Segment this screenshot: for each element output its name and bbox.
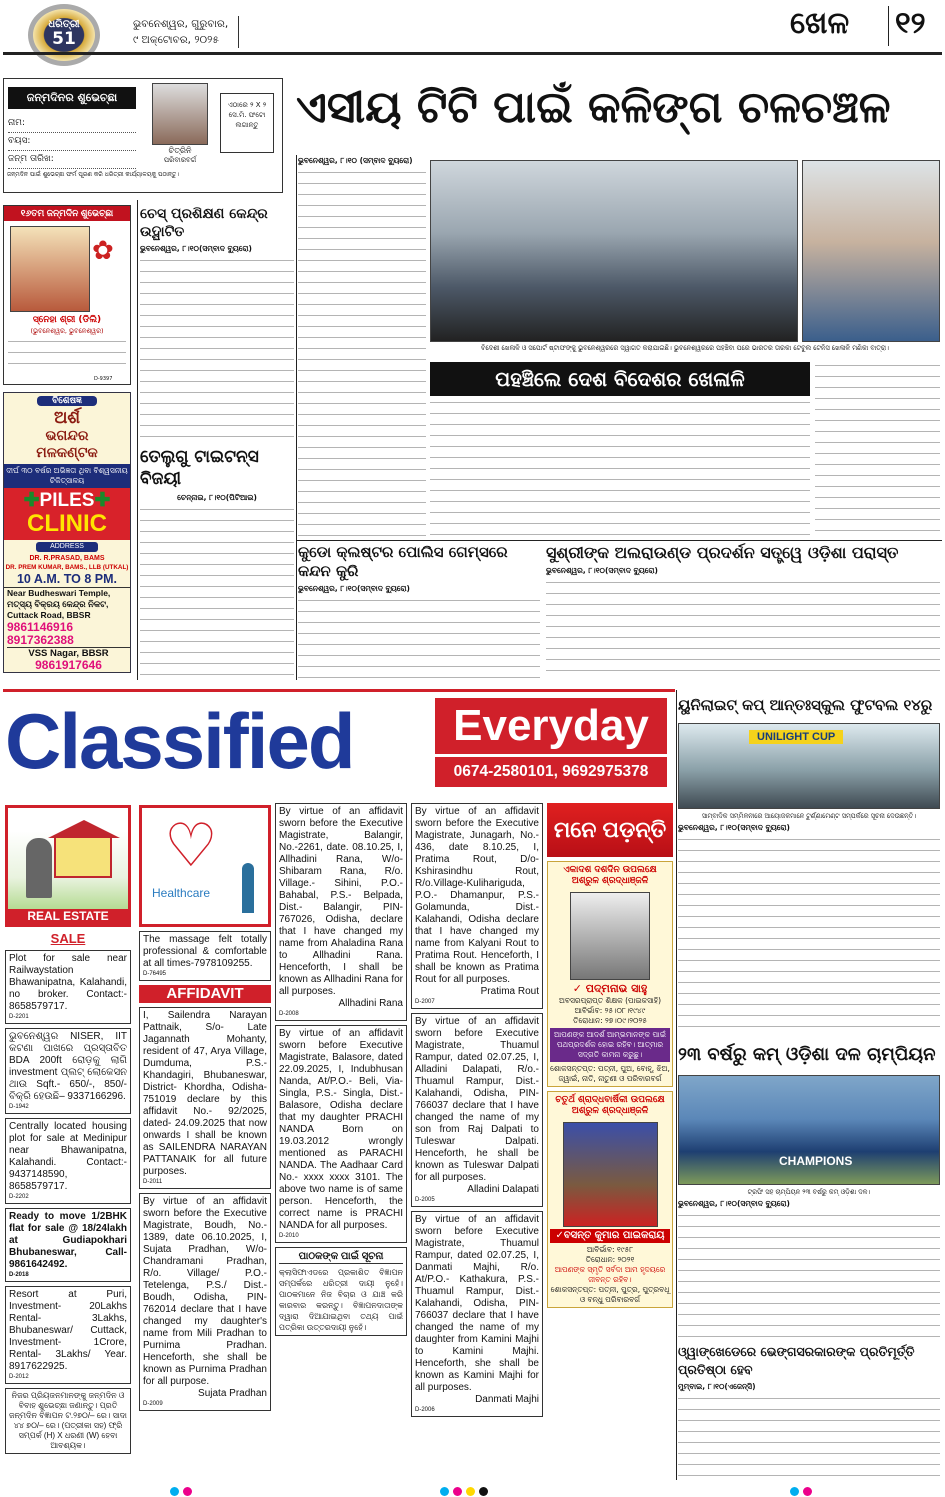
affidavit-ad: By virtue of an affidavit sworn before the Executive Magistrate, Balangir, No.-2261, date. 08.10.25, I, Allhadini Rana, W/o- Shibaram Rana, R/o. Village.- Sihini, P.O.- Bahabal, P.S.- Belpada, Dist.- Balangir, PIN- 767026, Odisha, declare that I have changed my name from Ahaladina Rana to Allhadini Rana. Henceforth, I shall be known as Allhadini Rana for all purposes. Allhadini Rana D-2008 (275, 803, 407, 1021)
masthead (0, 0, 945, 56)
page-number: ୧୨ (895, 6, 926, 41)
u23-team-photo: CHAMPIONS (678, 1075, 940, 1185)
affidavit-ad: By virtue of an affidavit sworn before Executive Magistrate, Thuamul Rampur, dated 02.07.25, I, Alladini Dalapati, R/o.- Thuamul Rampur, Dist.- Kalahandi, Odisha, PIN- 766037 declare that I have changed the name of my son from Raj Dalpati to Tuleswar Dalpati. Henceforth, he shall be known as Tuleswar Dalpati for all purposes. Alladini Dalapati D-2005 (411, 1013, 543, 1207)
heartbeat-icon: ♡ (164, 811, 218, 881)
birthday-ad: ୧୬ତମ ଜନ୍ମଦିନ ଶୁଭେଚ୍ଛା ✿ ସ୍ନେହା ଶ୍ରୀ (ଡିଲି) (ଭୁବନେଶ୍ୱର, ଭୁବନେଶ୍ୱର) D-9397 (3, 205, 131, 385)
classified-ad: ଭୁବନେଶ୍ୱର NISER, IIT କଟଣା ପାଖରେ ପ୍ରସ୍ତାବିତ BDA 200ft ରୋଡ଼କୁ ଲାଗି investment ପ୍ଲଟ୍ ଲୋକେସନ ଥାଉ Sqft.- 650/-, 850/- ବିକ୍ରି ହେଉଛି– 9337166296. D-1942 (5, 1028, 131, 1114)
reader-notice: ପାଠକଙ୍କ ପାଇଁ ସୂଚନା କ୍ଲାସିଫାଏଡରେ ପ୍ରକାଶିତ ବିଜ୍ଞାପନ ସମ୍ପର୍କରେ ଧରିତ୍ରୀ ଦାୟୀ ନୁହେଁ। ପାଠକମାନେ ନିଜ ବିଚାର ଓ ଯାଞ୍ଚ କରି କାରବାର କରନ୍ତୁ। ବିଜ୍ଞାପନଦାତାଙ୍କ ଦ୍ୱାରା ଦିଆଯାଇଥିବା ତଥ୍ୟ ପାଇଁ ପତ୍ରିକା ଉତ୍ତରଦାୟୀ ନୁହେଁ। (275, 1247, 407, 1336)
unilight-headline: ୟୁନିଲାଇଟ୍ କପ୍ ଆନ୍ତଃସ୍କୁଲ ଫୁଟବଲ ୧୪ରୁ (678, 696, 933, 714)
piles-clinic-ad: ବିଶେଷଜ୍ଞ ଅର୍ଶ ଭଗନ୍ଦର ମଳକଣ୍ଟକ ଦୀର୍ଘ ୩୦ ବର୍ଷର ଅଭିଜ୍ଞତା ଥିବା ବିଶ୍ୱସନୀୟ ଚିକିତ୍ସାଳୟ ✚PILES✚ CLINIC ADDRESS DR. R.PRASAD, BAMS DR. PREM KUMAR, BAMS., LLB (UTKAL) 10 A.M. TO 8 PM. Near Budheswari Temple, ମତ୍ସ୍ୟ ବିକ୍ରୟ କେନ୍ଦ୍ର ନିକଟ, Cuttack Road, BBSR 9861146916 8917362388 VSS Nagar, BBSR 9861917646 (3, 392, 131, 673)
unilight-photo: UNILIGHT CUP (678, 723, 940, 809)
affidavit-ad: By virtue of an affidavit sworn before the Executive Magistrate, Boudh, No.- 1389, date 06.10.2025, I, Sujata Pradhan, W/o- Chandramani Pradhan, R/o. Village/ P.O.- Tetelenga, P.S./ Dist.- Boudh, Odisha, PIN- 762014 declare that I have changed my daughter's name from Mili Pradhan to Purnima Pradhan. Henceforth, she shall be known as Purnima Pradhan for all purpose. Sujata Pradhan D-2009 (139, 1193, 271, 1411)
classified-ad: Plot for sale near Railwaystation Bhawanipatna, Kalahandi, no broker. Contact:- 8658579717. D-2201 (5, 950, 131, 1024)
piles-title: ✚PILES✚ (23, 490, 111, 511)
agent-figure (26, 838, 52, 898)
kudo-headline: କୁଡୋ କ୍ଲଷ୍ଟର ପୋଲିସ ଗେମ୍ସରେ କନ୍ଦନ କୁରି (298, 543, 508, 580)
classified-column-b (139, 805, 271, 1411)
house-icon (54, 836, 112, 878)
doctor-figure (242, 863, 254, 913)
obituary-ad: ଚତୁର୍ଥ ଶ୍ରାଦ୍ଧବାର୍ଷିକୀ ଉପଲକ୍ଷେ ଅଶ୍ରୁଳ ଶ୍ରଦ୍ଧାଞ୍ଜଳି ✓ବସନ୍ତ କୁମାର ପାଇକରାୟ ଆବିର୍ଭାବ: ୧୯୫୮ ତିରୋଧାନ: ୨୦୨୧ ଆପଣଙ୍କ ସ୍ମୃତି ସର୍ବଦା ଆମ ହୃଦୟରେ ଜୀବନ୍ତ ରହିବ। ଶୋକସନ୍ତପ୍ତ: ପତ୍ନୀ, ପୁତ୍ର, ପୁତ୍ରବଧୂ ଓ ବନ୍ଧୁ ପରିବାରବର୍ଗ (547, 1091, 673, 1308)
photo-slot: ଏଠାରେ ୨ X ୨ ସେ.ମି. ଫଟୋ ଲଗାନ୍ତୁ (220, 93, 274, 153)
classified-ad: The massage felt totally professional & comfortable at all times-7978109255. D-76495 (139, 931, 271, 981)
u23-article: ୨୩ ବର୍ଷରୁ କମ୍ ଓଡ଼ିଶା ଦଳ ଚାମ୍ପିୟନ CHAMPIONS ଟ୍ରଫି ସହ ଚାମ୍ପିୟନ ୨୩ ବର୍ଷରୁ କମ୍ ଓଡ଼ିଶା ଦଳ। ଭୁବନେଶ୍ୱର, ୮।୧୦(ସମ୍ବାଦ ବ୍ୟୁରୋ) (678, 1038, 940, 1340)
birthday-form: ଜନ୍ମଦିନର ଶୁଭେଚ୍ଛା ନାମ: ବୟସ: ଜନ୍ମ ତାରିଖ: ଚିତ୍ରିନି ପରିବାରବର୍ଗ ଏଠାରେ ୨ X ୨ ସେ.ମି. ଫଟୋ ଲଗାନ୍ତୁ ଜନ୍ମଦିନ ପାଇଁ ଶୁଭେଚ୍ଛା ଫର୍ମ ପୂରଣ କରି ଧରିତ୍ରୀ କାର୍ଯ୍ୟାଳୟକୁ ପଠାନ୍ତୁ। (3, 78, 283, 193)
affidavit-ad: I, Sailendra Narayan Pattnaik, S/o- Late Jagannath Mohanty, resident of 47, Arya Village, Dumduma, P.S.- Khandagiri, Bhubaneswar, District- Khordha, Odisha- 751019 declare by this affidavit No.- 92/2025, dated- 24.09.2025 that now onwards I shall be known as SAILENDRA NARAYAN PATTANAIK for all future purposes. D-2011 (139, 1007, 271, 1189)
players-group-photo (430, 160, 798, 342)
logo: ଧରିତ୍ରୀ 51 (28, 4, 100, 66)
date-line: ଭୁବନେଶ୍ୱର, ଗୁରୁବାର, ୯ ଅକ୍ଟୋବର, ୨୦୨୫ (133, 16, 239, 48)
main-article: ଭୁବନେଶ୍ୱର, ୮।୧୦ (ସମ୍ବାଦ ବ୍ୟୁରୋ) (298, 156, 426, 536)
form-field-dob[interactable]: ଜନ୍ମ ତାରିଖ: (8, 151, 136, 169)
arrival-headline: ପହଞ୍ଚିଲେ ଦେଶ ବିଦେଶର ଖେଳାଳି (430, 362, 810, 396)
plus-icon: ✚ (94, 490, 111, 511)
real-estate-ad: REAL ESTATE (5, 805, 131, 927)
obituary-photo (563, 1122, 658, 1227)
sushree-article: ସୁଶ୍ରୀଙ୍କ ଅଲରାଉଣ୍ଡ ପ୍ରଦର୍ଶନ ସତ୍ତ୍ୱେ ଓଡ଼ିଶା ପରାସ୍ତ ଭୁବନେଶ୍ୱର, ୮।୧୦(ସମ୍ବାଦ ବ୍ୟୁରୋ) (546, 543, 940, 680)
main-headline: ଏସୀୟ ଟିଟି ପାଇଁ କଳିଙ୍ଗ ଚଳଚଞ୍ଚଳ (296, 82, 891, 133)
phone-link[interactable]: 9861917646 (35, 658, 102, 672)
telugu-article: ତେଲୁଗୁ ଟାଇଟନ୍ସ ବିଜୟୀ ଚେନ୍ନାଇ, ୮।୧୦(ପିଟିଆଇ) (140, 446, 294, 680)
chess-headline: ଚେସ୍ ପ୍ରଶିକ୍ଷଣ କେନ୍ଦ୍ର ଉଦ୍ଘାଟିତ (140, 206, 268, 240)
birthday-photo (10, 226, 90, 312)
u23-headline: ୨୩ ବର୍ଷରୁ କମ୍ ଓଡ଼ିଶା ଦଳ ଚାମ୍ପିୟନ (678, 1044, 936, 1065)
healthcare-ad: ♡ Healthcare (139, 805, 271, 927)
photo-caption: ବିଦେଶୀ ଖେଳାଳି ଓ ସପୋର୍ଟ ଷ୍ଟାଫଙ୍କୁ ଭୁବନେଶ୍ୱରରେ ସ୍ୱାଗତ କରାଯାଇଛି। ଭୁବନେଶ୍ୱରରେ ପହଞ୍ଚିବା ପରେ ଭାରତର ତାରକା ଟେବୁଲ ଟେନିସ ଖେଳାଳି ମଣିକା ବାତ୍ରା। (481, 344, 889, 352)
sushree-headline: ସୁଶ୍ରୀଙ୍କ ଅଲରାଉଣ୍ଡ ପ୍ରଦର୍ଶନ ସତ୍ତ୍ୱେ ଓଡ଼ିଶା ପରାସ୍ତ (546, 543, 899, 562)
wankhede-headline: ଓ୍ୱାଙ୍ଖେଡେରେ ଭେଙ୍ଗସରକାରଙ୍କ ପ୍ରତିମୂର୍ତ୍ତି ପ୍ରତିଷ୍ଠା ହେବ (678, 1344, 915, 1377)
everyday-label: Everyday (435, 698, 667, 754)
unilight-article: ୟୁନିଲାଇଟ୍ କପ୍ ଆନ୍ତଃସ୍କୁଲ ଫୁଟବଲ ୧୪ରୁ UNILIGHT CUP ସାମ୍ବାଦିକ ସମ୍ମିଳନୀରେ ଆୟୋଜକମାନେ ଟୁର୍ଣ୍ଣାମେଣ୍ଟ ସମ୍ପର୍କରେ ସୂଚନା ଦେଉଛନ୍ତି। ଭୁବନେଶ୍ୱର, ୮।୧୦(ସମ୍ବାଦ ବ୍ୟୁରୋ) (678, 690, 940, 1035)
form-sample-photo (152, 83, 208, 145)
birthday-form-title: ଜନ୍ମଦିନର ଶୁଭେଚ୍ଛା (8, 87, 136, 109)
classified-ad: Ready to move 1/2BHK flat for sale @ 18/24lakh at Gudiapokhari Bhubaneswar, Call- 9861642492. D-2018 (5, 1208, 131, 1282)
classified-column-a (5, 805, 131, 1454)
classified-ad: ନିଜର ପ୍ରିୟଜନମାନଙ୍କୁ ଜନ୍ମଦିନ ଓ ବିବାହ ଶୁଭେଚ୍ଛା ଜଣାନ୍ତୁ। ପ୍ରତି ଜନ୍ମଦିନ ବିଜ୍ଞାପନ ଟ.୨୭୦/– ରେ। ସାଦା ୪୪ ୭୦/– ରେ। (ପତ୍ରୀକା ସହ) ଫ୍ରି ସମ୍ପର୍କ (H) X ଧରଣୀ (W) ହେବା ଆବଶ୍ୟକ। (5, 1388, 131, 1454)
telugu-body (140, 506, 294, 680)
classified-title: Classified (5, 697, 354, 785)
obituary-photo (570, 892, 650, 980)
phone-link[interactable]: 8917362388 (7, 634, 130, 648)
affidavit-heading: AFFIDAVIT (139, 985, 271, 1003)
classified-phones[interactable]: 0674-2580101, 9692975378 (435, 757, 667, 787)
chess-body (140, 257, 294, 440)
affidavit-ad: By virtue of an affidavit sworn before Executive Magistrate, Thuamul Rampur, dated 02.07.25, I, Danmati Majhi, R/o. At/P.O.- Kathakura, P.S.- Thuamul Rampur, Dist.- Kalahandi, Odisha, PIN- 766037 declare that I have changed the name of my daughter from Kamini Majhi to Kamini Majhi. Henceforth, she shall be known as Kamini Majhi for all purposes. Danmati Majhi D-2006 (411, 1211, 543, 1417)
obituary-ad: ଏକାଦଶ ଦଶଦିନ ଉପଲକ୍ଷେ ଅଶ୍ରୁଳ ଶ୍ରଦ୍ଧାଞ୍ଜଳି ✓ ପଦ୍ମନାଭ ସାହୁ ଅବସରପ୍ରାପ୍ତ ଶିକ୍ଷକ (ପାଇକସାହି) ଆବିର୍ଭାବ: ୨୫।୦୮।୧୯୪୯ ତିରୋଧାନ: ୨୭।୦୯।୨୦୨୫ ଆପଣଙ୍କ ଆଦର୍ଶ ଆମ୍ଭମାନଙ୍କ ପାଇଁ ପଥପ୍ରଦର୍ଶକ ହୋଇ ରହିବ। ଆତ୍ମାର ସଦ୍ଗତି କାମନା କରୁଛୁ। ଶୋକସନ୍ତପ୍ତ: ପତ୍ନୀ, ପୁଅ, ବୋହୂ, ଝିଅ, ଜ୍ୱାଇଁ, ନାତି, ନାତୁଣୀ ଓ ପରିବାରବର୍ଗ (547, 861, 673, 1087)
affidavit-ad: By virtue of an affidavit sworn before the Executive Magistrate, Junagarh, No.- 436, date 8.10.25, I, Pratima Rout, D/o- Kshirasindhu Rout, R/o.Village-Kulihariguda, P.O.- Dhamanpur, P.S.- Golamunda, Dist.- Kalahandi, Odisha declare that I have changed my name from Kalyani Rout to Pratima Rout. Henceforth, I shall be known as Pratima Rout for all purposes. Pratima Rout D-2007 (411, 803, 543, 1009)
form-field-age[interactable]: ବୟସ: (8, 133, 136, 151)
section-name: ଖେଳ (790, 6, 850, 41)
form-field-name[interactable]: ନାମ: (8, 115, 136, 133)
manika-batra-photo (802, 160, 940, 342)
classified-ad: Resort at Puri, Investment- 20Lakhs Rental- 3Lakhs, Bhubaneswar/ Cuttack, Investment- 1Crore, Rental- 3Lakhs/ Year. 8917622925. D-2012 (5, 1286, 131, 1384)
classified-ad: Centrally located housing plot for sale at Medinipur near Bhawanipatna, Kalahandi. Contact:- 9437148590, 8658579717. D-2202 (5, 1118, 131, 1204)
telugu-headline: ତେଲୁଗୁ ଟାଇଟନ୍ସ ବିଜୟୀ (140, 447, 259, 489)
sale-label: SALE (50, 931, 86, 946)
wankhede-article: ଓ୍ୱାଙ୍ଖେଡେରେ ଭେଙ୍ଗସରକାରଙ୍କ ପ୍ରତିମୂର୍ତ୍ତି ପ୍ରତିଷ୍ଠା ହେବ ମୁମ୍ବାଇ, ୮।୧୦(ଏଜେନ୍ସି) (678, 1343, 940, 1480)
classified-column-c (275, 803, 407, 1336)
phone-link[interactable]: 9861146916 (7, 620, 74, 634)
mane-padanti-heading: ମନେ ପଡ଼ନ୍ତି (547, 803, 673, 857)
classified-column-e (547, 803, 673, 1308)
plus-icon: ✚ (23, 490, 40, 511)
main-article-body (298, 169, 426, 536)
classified-column-d (411, 803, 543, 1417)
registration-marks (0, 1486, 945, 1497)
affidavit-ad: By virtue of an affidavit sworn before Executive Magistrate, Balasore, dated 22.09.2025, I, Indubhusan Nanda, At/P.O.- Beli, Via- Singla, P.S.- Singla, Dist.- Balasore, Odisha declare that my daughter PRACHI NANDA Born on 19.03.2012 wrongly mentioned as PARACHI NANDA. The Aadhaar Card No.- xxxx xxxx 3101. The above two name is of same person. Henceforth, the correct name is PRACHI NANDA for all purposes. D-2010 (275, 1025, 407, 1243)
chess-article: ଚେସ୍ ପ୍ରଶିକ୍ଷଣ କେନ୍ଦ୍ର ଉଦ୍ଘାଟିତ ଭୁବନେଶ୍ୱର, ୮।୧୦(ସମ୍ବାଦ ବ୍ୟୁରୋ) (140, 205, 294, 440)
kudo-article: କୁଡୋ କ୍ଲଷ୍ଟର ପୋଲିସ ଗେମ୍ସରେ କନ୍ଦନ କୁରି ଭୁବନେଶ୍ୱର, ୮।୧୦(ସମ୍ବାଦ ବ୍ୟୁରୋ) (298, 543, 540, 680)
flowers-icon: ✿ (92, 236, 114, 266)
